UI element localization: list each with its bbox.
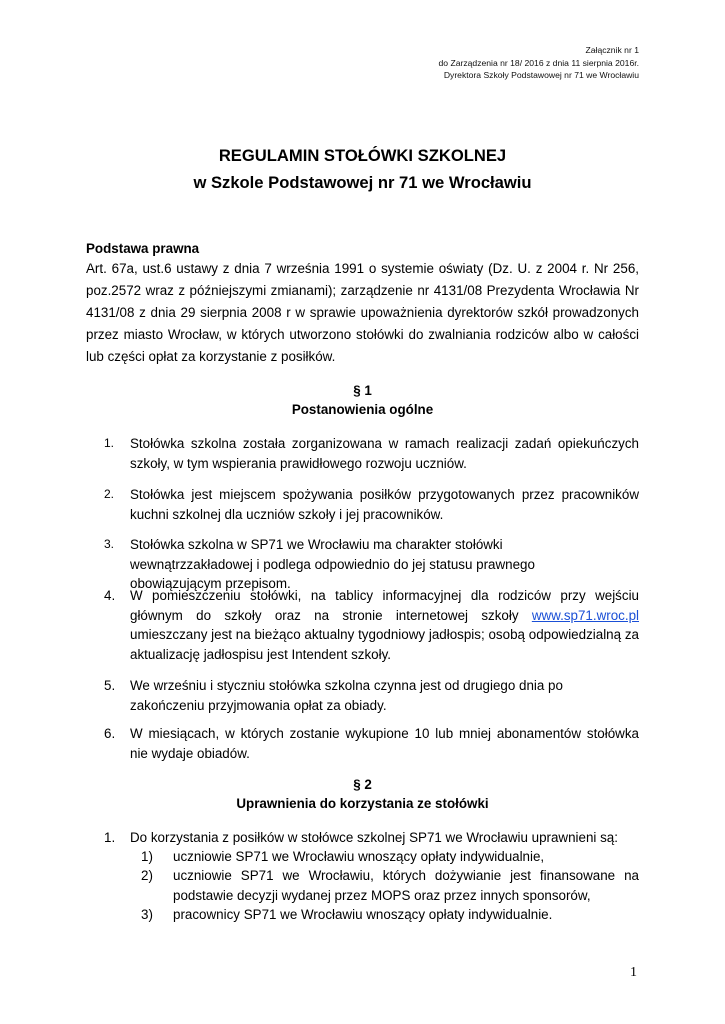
item-text: Do korzystania z posiłków w stołówce szkolnej SP71 we Wrocławiu uprawnieni są: xyxy=(130,830,618,845)
document-subtitle: w Szkole Podstawowej nr 71 we Wrocławiu xyxy=(193,173,532,192)
subitem-number: 1) xyxy=(141,849,153,864)
section-1-item-5 xyxy=(104,676,639,715)
item-text: Stołówka szkolna w SP71 we Wrocławiu ma charakter stołówki wewnątrzzakładowej i podlega odpowiednio do jej statusu prawnego obowiązującym przepisom. xyxy=(130,537,535,591)
section-1-number: § 1 xyxy=(353,383,372,398)
item-text-after-link: umieszczany jest na bieżąco aktualny tygodniowy jadłospis; osobą odpowiedzialną za aktualizację jadłospisu jest Intendent szkoły. xyxy=(130,627,639,662)
item-text: We wrześniu i styczniu stołówka szkolna czynna jest od drugiego dnia po zakończeniu przyjmowania opłat za obiady. xyxy=(130,678,563,713)
attachment-header xyxy=(439,44,640,82)
school-website-link[interactable]: www.sp71.wroc.pl xyxy=(531,607,639,623)
item-number: 1. xyxy=(104,830,116,845)
section-2-item-1 xyxy=(104,828,639,848)
item-number: 5. xyxy=(104,678,116,693)
item-number: 4. xyxy=(104,588,116,603)
section-1-item-1 xyxy=(104,434,639,473)
section-2-subitem-1 xyxy=(141,847,639,867)
document-title: REGULAMIN STOŁÓWKI SZKOLNEJ xyxy=(218,146,507,165)
item-number: 6. xyxy=(104,726,116,741)
section-2-subitem-2 xyxy=(141,866,639,905)
subitem-text: pracownicy SP71 we Wrocławiu wnoszący opłaty indywidualnie. xyxy=(173,907,553,922)
section-1-title: Postanowienia ogólne xyxy=(291,402,434,417)
subitem-number: 2) xyxy=(141,868,153,883)
legal-basis-text: Art. 67a, ust.6 ustawy z dnia 7 września 1991 o systemie oświaty (Dz. U. z 2004 r. Nr 256, poz.2572 wraz z późniejszymi zmianami); zarządzenie nr 4131/08 Prezydenta Wrocławia Nr 4131/08 z dnia 29 sierpnia 2008 r w sprawie upoważnienia dyrektorów szkół prowadzonych przez miasto Wrocław, w których utworzono stołówki do zwalniania rodziców albo w całości lub części opłat za korzystanie z posiłków. xyxy=(86,261,639,364)
attachment-header-line-1: Załącznik nr 1 xyxy=(585,45,639,55)
subitem-text: uczniowie SP71 we Wrocławiu wnoszący opłaty indywidualnie, xyxy=(173,849,545,864)
section-2-subitem-3 xyxy=(141,905,639,925)
item-number: 3. xyxy=(104,537,115,551)
subitem-number: 3) xyxy=(141,907,153,922)
item-text: Stołówka jest miejscem spożywania posiłków przygotowanych przez pracowników kuchni szkolnej dla uczniów szkoły i jej pracowników. xyxy=(130,487,639,522)
section-1-item-3 xyxy=(104,535,639,594)
section-2-number: § 2 xyxy=(353,777,372,792)
item-text xyxy=(130,586,639,664)
section-1-item-6 xyxy=(104,724,639,763)
section-1-item-2 xyxy=(104,485,639,524)
item-text-before-link: W pomieszczeniu stołówki, na tablicy informacyjnej dla rodziców przy wejściu głównym do szkoły oraz na stronie internetowej szkoły xyxy=(130,588,639,623)
legal-basis-heading: Podstawa prawna xyxy=(86,241,200,256)
attachment-header-line-2: do Zarządzenia nr 18/ 2016 z dnia 11 sierpnia 2016r. xyxy=(438,57,639,68)
subitem-text: uczniowie SP71 we Wrocławiu, których dożywianie jest finansowane na podstawie decyzji wydanej przez MOPS oraz przez innych sponsorów, xyxy=(173,868,639,903)
section-2-title: Uprawnienia do korzystania ze stołówki xyxy=(236,796,489,811)
attachment-header-line-3: Dyrektora Szkoły Podstawowej nr 71 we Wrocławiu xyxy=(443,70,639,80)
item-number: 2. xyxy=(104,487,115,501)
item-text: Stołówka szkolna została zorganizowana w ramach realizacji zadań opiekuńczych szkoły, w tym wspierania prawidłowego rozwoju uczniów. xyxy=(130,436,639,471)
item-number: 1. xyxy=(104,436,115,450)
page-number: 1 xyxy=(630,965,637,980)
section-1-item-4 xyxy=(104,586,639,664)
item-text: W miesiącach, w których zostanie wykupione 10 lub mniej abonamentów stołówka nie wydaje obiadów. xyxy=(130,726,639,761)
